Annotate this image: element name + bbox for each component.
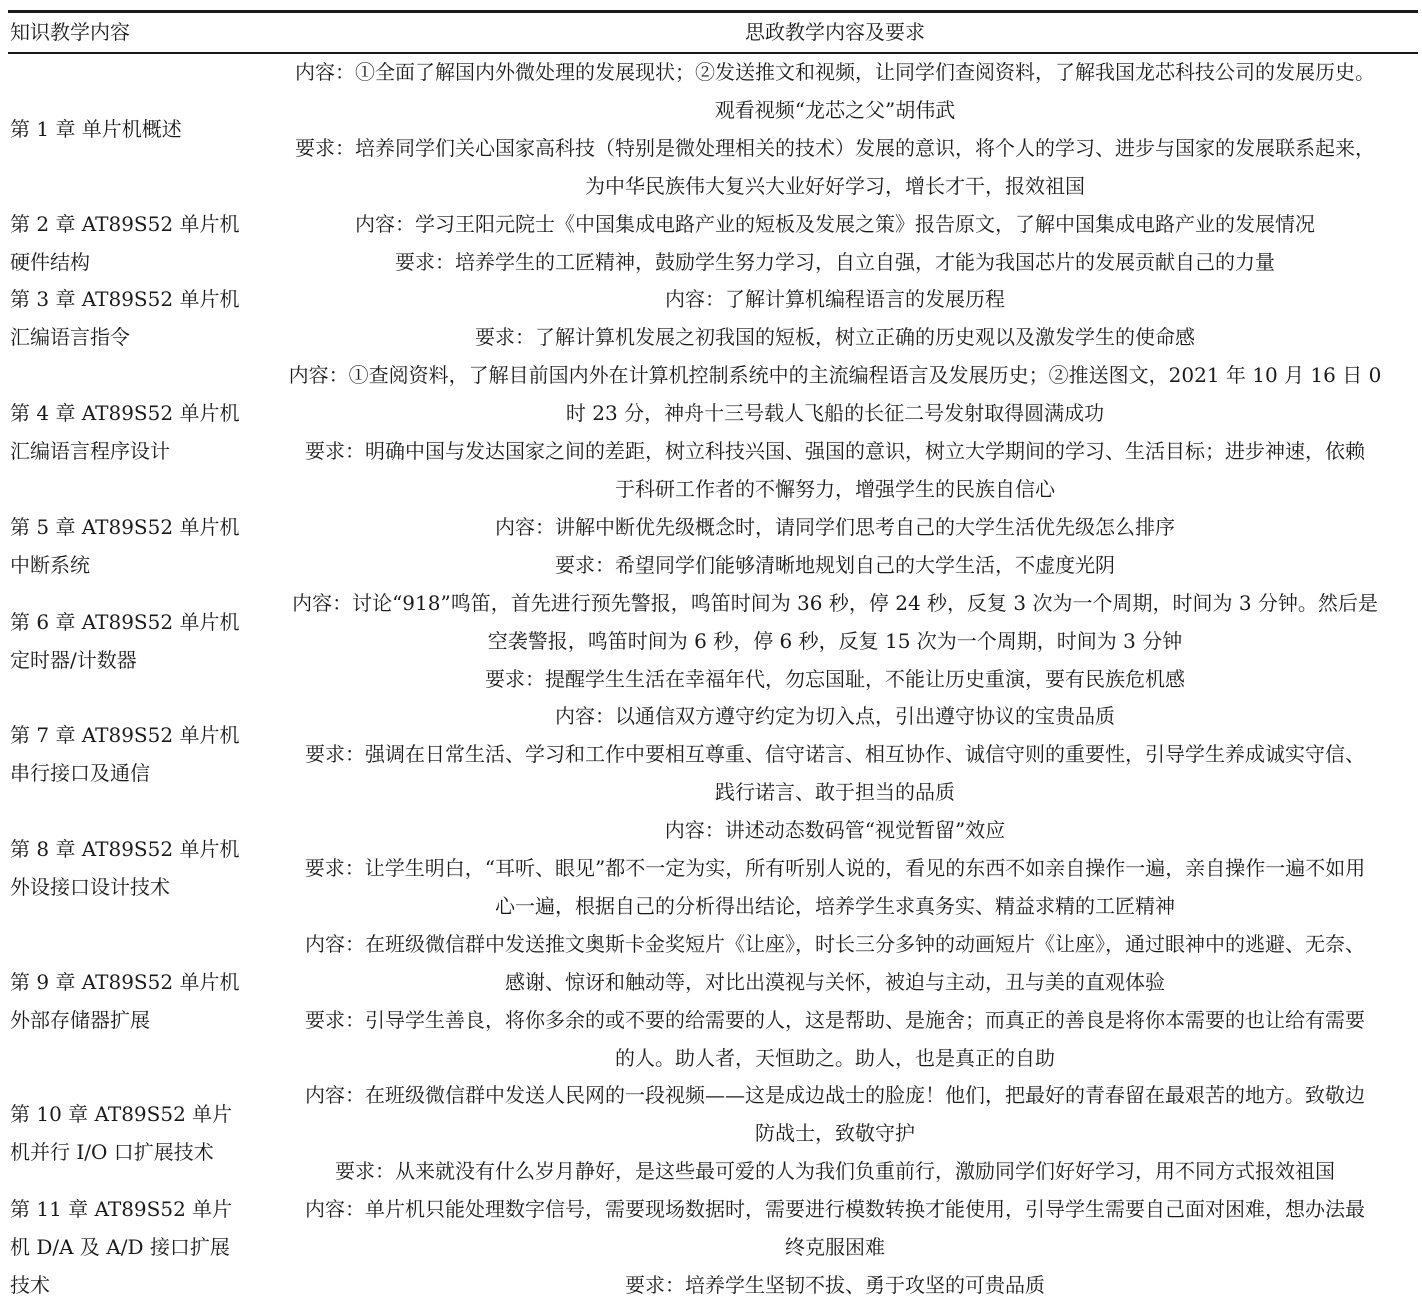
cell-text-line: 为中华民族伟大复兴大业好好学习，增长才干，报效祖国: [585, 173, 1085, 198]
table-row: [8, 926, 1418, 1078]
chapter-ideology-cell: [252, 206, 1418, 282]
cell-text-line: 内容：讲述动态数码管“视觉暂留”效应: [664, 818, 1006, 843]
header-knowledge-content: 知识教学内容: [10, 20, 130, 44]
cell-text-line: 内容：以通信双方遵守约定为切入点，引出遵守协议的宝贵品质: [555, 704, 1115, 729]
cell-text-line: 防战士，致敬守护: [755, 1121, 915, 1146]
chapter-ideology-cell: [252, 1191, 1418, 1305]
header-ideological-content: 思政教学内容及要求: [745, 20, 925, 44]
table-body: [8, 53, 1418, 1305]
chapter-ideology-cell: [252, 509, 1418, 585]
cell-text-line: 心一遍，根据自己的分析得出结论，培养学生求真务实、精益求精的工匠精神: [495, 893, 1175, 918]
cell-text-line: 要求：提醒学生生活在幸福年代，勿忘国耻，不能让历史重演，要有民族危机感: [485, 666, 1185, 691]
cell-text-line: 的人。助人者，天恒助之。助人，也是真正的自助: [615, 1045, 1055, 1070]
chapter-ideology-cell: [252, 812, 1418, 926]
chapter-title: 第 2 章 AT89S52 单片机硬件结构: [10, 211, 240, 274]
chapter-title: 第 10 章 AT89S52 单片机并行 I/O 口扩展技术: [10, 1102, 233, 1165]
curriculum-table: [8, 10, 1418, 1305]
cell-text-line: 要求：强调在日常生活、学习和工作中要相互尊重、信守诺言、相互协作、诚信守则的重要性，引导学生养成诚实守信、: [305, 742, 1365, 767]
chapter-title: 第 8 章 AT89S52 单片机外设接口设计技术: [10, 837, 240, 899]
chapter-title: 第 9 章 AT89S52 单片机外部存储器扩展: [10, 969, 240, 1032]
cell-text-line: 内容：学习王阳元院士《中国集成电路产业的短板及发展之策》报告原文，了解中国集成电路产业的发展情况: [355, 211, 1315, 236]
cell-text-line: 要求：培养学生的工匠精神，鼓励学生努力学习，自立自强，才能为我国芯片的发展贡献自己的力量: [395, 249, 1275, 274]
cell-text-line: 要求：让学生明白，“耳听、眼见”都不一定为实，所有听别人说的，看见的东西不如亲自操作一遍，亲自操作一遍不如用: [304, 856, 1366, 881]
chapter-title: 第 1 章 单片机概述: [10, 116, 182, 141]
chapter-ideology-cell: [252, 1077, 1418, 1191]
cell-text-line: 观看视频“龙芯之父”胡伟武: [714, 97, 956, 122]
cell-text-line: 内容：讲解中断优先级概念时，请同学们思考自己的大学生活优先级怎么排序: [495, 514, 1175, 539]
chapter-title: 第 5 章 AT89S52 单片机中断系统: [10, 514, 240, 577]
cell-text-line: 践行诺言、敢于担当的品质: [715, 780, 955, 805]
cell-text-line: 要求：明确中国与发达国家之间的差距，树立科技兴国、强国的意识，树立大学期间的学习、生活目标；进步神速，依赖: [305, 439, 1365, 464]
cell-text-line: 内容：在班级微信群中发送人民网的一段视频——这是成边战士的脸庞！他们，把最好的青春留在最艰苦的地方。致敬边: [305, 1083, 1365, 1108]
cell-text-line: 感谢、惊讶和触动等，对比出漠视与关怀，被迫与主动，丑与美的直观体验: [505, 969, 1165, 994]
cell-text-line: 要求：培养学生坚韧不拔、勇于攻坚的可贵品质: [625, 1273, 1045, 1297]
cell-text-line: 内容：了解计算机编程语言的发展历程: [665, 287, 1005, 312]
cell-text-line: 时 23 分，神舟十三号载人飞船的长征二号发射取得圆满成功: [565, 401, 1105, 426]
cell-text-line: 要求：了解计算机发展之初我国的短板，树立正确的历史观以及激发学生的使命感: [475, 325, 1195, 350]
table-row: [8, 509, 1418, 585]
table-row: [8, 585, 1418, 699]
table-row: [8, 357, 1418, 509]
table-row: [8, 698, 1418, 812]
cell-text-line: 空袭警报，鸣笛时间为 6 秒，停 6 秒，反复 15 次为一个周期，时间为 3 分钟: [487, 628, 1183, 653]
cell-text-line: 内容：①全面了解国内外微处理的发展现状；②发送推文和视频，让同学们查阅资料，了解我国龙芯科技公司的发展历史。: [295, 60, 1375, 84]
chapter-title: 第 3 章 AT89S52 单片机汇编语言指令: [10, 287, 240, 350]
chapter-ideology-cell: [252, 926, 1418, 1078]
chapter-ideology-cell: [252, 53, 1418, 206]
chapter-ideology-cell: [252, 357, 1418, 509]
cell-text-line: 要求：希望同学们能够清晰地规划自己的大学生活，不虚度光阴: [555, 552, 1115, 577]
cell-text-line: 要求：培养同学们关心国家高科技（特别是微处理相关的技术）发展的意识，将个人的学习、进步与国家的发展联系起来，: [295, 135, 1375, 160]
table-row: [8, 53, 1418, 206]
chapter-title: 第 11 章 AT89S52 单片机 D/A 及 A/D 接口扩展技术: [10, 1197, 233, 1297]
chapter-ideology-cell: [252, 698, 1418, 812]
cell-text-line: 内容：在班级微信群中发送推文奥斯卡金奖短片《让座》，时长三分多钟的动画短片《让座》，通过眼神中的逃避、无奈、: [305, 931, 1365, 956]
table-row: [8, 1077, 1418, 1191]
chapter-title: 第 6 章 AT89S52 单片机定时器/计数器: [10, 609, 240, 672]
table-row: [8, 206, 1418, 282]
cell-text-line: 要求：从来就没有什么岁月静好，是这些最可爱的人为我们负重前行，激励同学们好好学习，用不同方式报效祖国: [335, 1159, 1335, 1184]
chapter-ideology-cell: [252, 281, 1418, 357]
cell-text-line: 终克服困难: [785, 1235, 885, 1260]
cell-text-line: 内容：讨论“918”鸣笛，首先进行预先警报，鸣笛时间为 36 秒，停 24 秒，反复 3 次为一个周期，时间为 3 分钟。然后是: [292, 590, 1378, 615]
table-row: [8, 281, 1418, 357]
chapter-title: 第 4 章 AT89S52 单片机汇编语言程序设计: [10, 401, 240, 464]
table-row: [8, 1191, 1418, 1305]
cell-text-line: 于科研工作者的不懈努力，增强学生的民族自信心: [615, 476, 1055, 501]
cell-text-line: 要求：引导学生善良，将你多余的或不要的给需要的人，这是帮助、是施舍；而真正的善良是将你本需要的也让给有需要: [305, 1007, 1365, 1032]
table-row: [8, 812, 1418, 926]
table-header: [8, 12, 1418, 54]
cell-text-line: 内容：单片机只能处理数字信号，需要现场数据时，需要进行模数转换才能使用，引导学生需要自己面对困难，想办法最: [305, 1197, 1365, 1222]
cell-text-line: 内容：①查阅资料，了解目前国内外在计算机控制系统中的主流编程语言及发展历史；②推送图文，2021 年 10 月 16 日 0: [288, 363, 1382, 388]
chapter-ideology-cell: [252, 585, 1418, 699]
chapter-title: 第 7 章 AT89S52 单片机串行接口及通信: [10, 723, 240, 786]
